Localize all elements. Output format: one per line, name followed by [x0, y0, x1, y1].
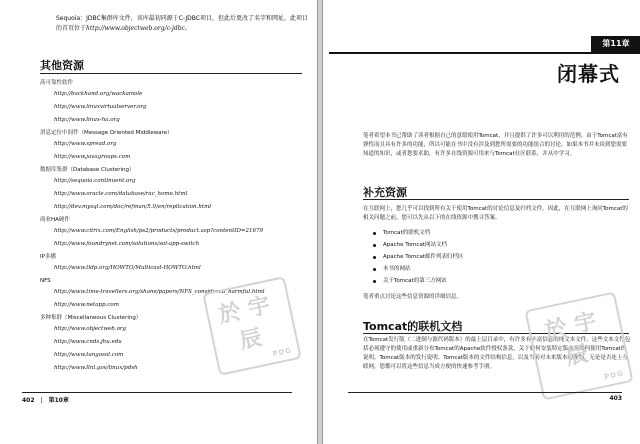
- chapter-label: 第11章: [591, 36, 640, 52]
- section-rule: [363, 199, 629, 200]
- resource-category: 高可靠性软件: [40, 80, 74, 86]
- resource-link[interactable]: http://backhand.org/wackamole: [54, 91, 143, 97]
- resource-link[interactable]: http://www.objectweb.org: [54, 326, 127, 332]
- bullet-text: Tomcat的联机文档: [383, 230, 431, 236]
- resource-category: 商业HA硬件: [40, 217, 70, 223]
- right-page: [322, 0, 640, 444]
- intro-paragraph: 笔者希望本书已帮助了读者根据自己的意愿使用Tomcat，并且提供了许多可以利用的范例。由于Tomcat富有弹性而且具有许多的功能，所以可能在书中没有涉及到您所需要的功能组合的讨论。如果本书并未谈到您需要知道的知识，或者您要求助，有许多在线资源可用来与Tomcat社区联系，并从中学习。: [363, 133, 628, 157]
- bullet-text: 本书的网站: [383, 266, 411, 272]
- resource-link[interactable]: http://www.tldp.org/HOWTO/Multicast-HOWTO.html: [54, 265, 201, 271]
- page-number: 402: [22, 397, 35, 404]
- bullet-dot-icon: [373, 268, 376, 271]
- section2-paragraph: 在Tomcat发行版（二进制与源代码版本）的最上层目录中，有许多有丰富信息的纯文本文件。这些文本文件包括必须遵守的使用或重新分布Tomcat的Apache软件授权条款，关于如何安装特定版本及如何使用Tomcat的说明、Tomcat版本的发行说明、Tomcat版本的文件结构信息，以及当前对未来版本的规划。无论是否连上互联网，您都可以将这些信息当成方便的快速参考手册。: [363, 337, 631, 370]
- resource-link[interactable]: http://www.tangosol.com: [54, 352, 124, 358]
- section-title-other-resources: 其他资源: [40, 59, 84, 72]
- watermark-seal: 於宇辰 PDG: [524, 291, 633, 400]
- resource-link[interactable]: http://dev.mysql.com/doc/refman/5.0/en/replication.html: [54, 204, 212, 210]
- section-title-online-docs: Tomcat的联机文档: [363, 320, 463, 333]
- bullet-dot-icon: [373, 256, 376, 259]
- resource-link[interactable]: http://www.oracle.com/database/rac_home.html: [54, 191, 188, 197]
- resource-category: 多种集群（Miscellaneous Clustering）: [40, 315, 142, 321]
- bullet-item: [373, 227, 623, 239]
- resource-link[interactable]: http://www.cnds.jhu.edu: [54, 339, 122, 345]
- resource-category: 数据库集群（Database Clustering）: [40, 167, 135, 173]
- bullet-dot-icon: [373, 280, 376, 283]
- resource-link[interactable]: http://sequoia.continuent.org: [54, 178, 136, 184]
- chapter-title: 闭幕式: [557, 62, 620, 86]
- resource-link[interactable]: http://www.llnl.gov/linux/pdsh: [54, 365, 138, 371]
- section-title-supplementary: 补充资源: [363, 186, 407, 199]
- right-footer: [348, 392, 622, 402]
- bullet-item: [373, 239, 623, 251]
- left-footer: 402 | 第10章: [22, 392, 292, 404]
- resource-bullets: [373, 227, 623, 287]
- resource-link[interactable]: http://www.citrix.com/English/ps2/products/product.asp?contentID=21679: [54, 228, 263, 234]
- resource-link[interactable]: http://www.linuxvirtualserver.org: [54, 104, 147, 110]
- resource-category: NFS: [40, 278, 51, 284]
- intro-paragraph: Sequoia：JDBC集群库文件，该库最初同源于C-JDBC项目，但此后更改了名字和网址，此项目的首页位于http://www.objectweb.org/c-jdbc。: [56, 15, 308, 32]
- running-chapter: 第10章: [48, 397, 69, 404]
- intro-url[interactable]: http://www.objectweb.org/c-jdbc: [86, 25, 185, 32]
- bullet-item: [373, 263, 623, 275]
- bullet-text: Apache Tomcat网站文档: [383, 242, 447, 248]
- resource-category: IP多播: [40, 254, 56, 260]
- section1-after: 笔者重点讨论这些信息资源的详细信息。: [363, 294, 463, 300]
- bullet-dot-icon: [373, 232, 376, 235]
- left-page: [0, 0, 318, 444]
- bullet-item: [373, 251, 623, 263]
- bullet-dot-icon: [373, 244, 376, 247]
- resource-link[interactable]: http://www.foundrynet.com/solutions/sol-app-switch: [54, 241, 200, 247]
- resource-link[interactable]: http://www.javagroups.com: [54, 154, 131, 160]
- resource-category: 消息定位中间件（Message Oriented Middleware）: [40, 130, 173, 136]
- bullet-text: Apache Tomcat邮件列表归档区: [383, 254, 464, 260]
- watermark-seal: 於宇辰 PDG: [202, 276, 302, 376]
- section-rule: [40, 73, 302, 74]
- resource-link[interactable]: http://www.linux-ha.org: [54, 117, 120, 123]
- bullet-text: 关于Tomcat的第三方网站: [383, 278, 447, 284]
- resource-link[interactable]: http://www.netapp.com: [54, 302, 119, 308]
- chapter-rule: [329, 52, 640, 54]
- section1-paragraph: 在互联网上，您几乎可以找到所有关于使用Tomcat的讨论信息及归档文件。因此，在互联网上询问Tomcat的相关问题之前，您可以先从以下的在线资源中搜寻答案。: [363, 206, 628, 221]
- page-number: 403: [609, 395, 622, 402]
- resource-link[interactable]: http://www.time-travellers.org/shane/papers/NFS_considered_harmful.html: [54, 289, 265, 295]
- bullet-item: [373, 275, 623, 287]
- resource-link[interactable]: http://www.spread.org: [54, 141, 117, 147]
